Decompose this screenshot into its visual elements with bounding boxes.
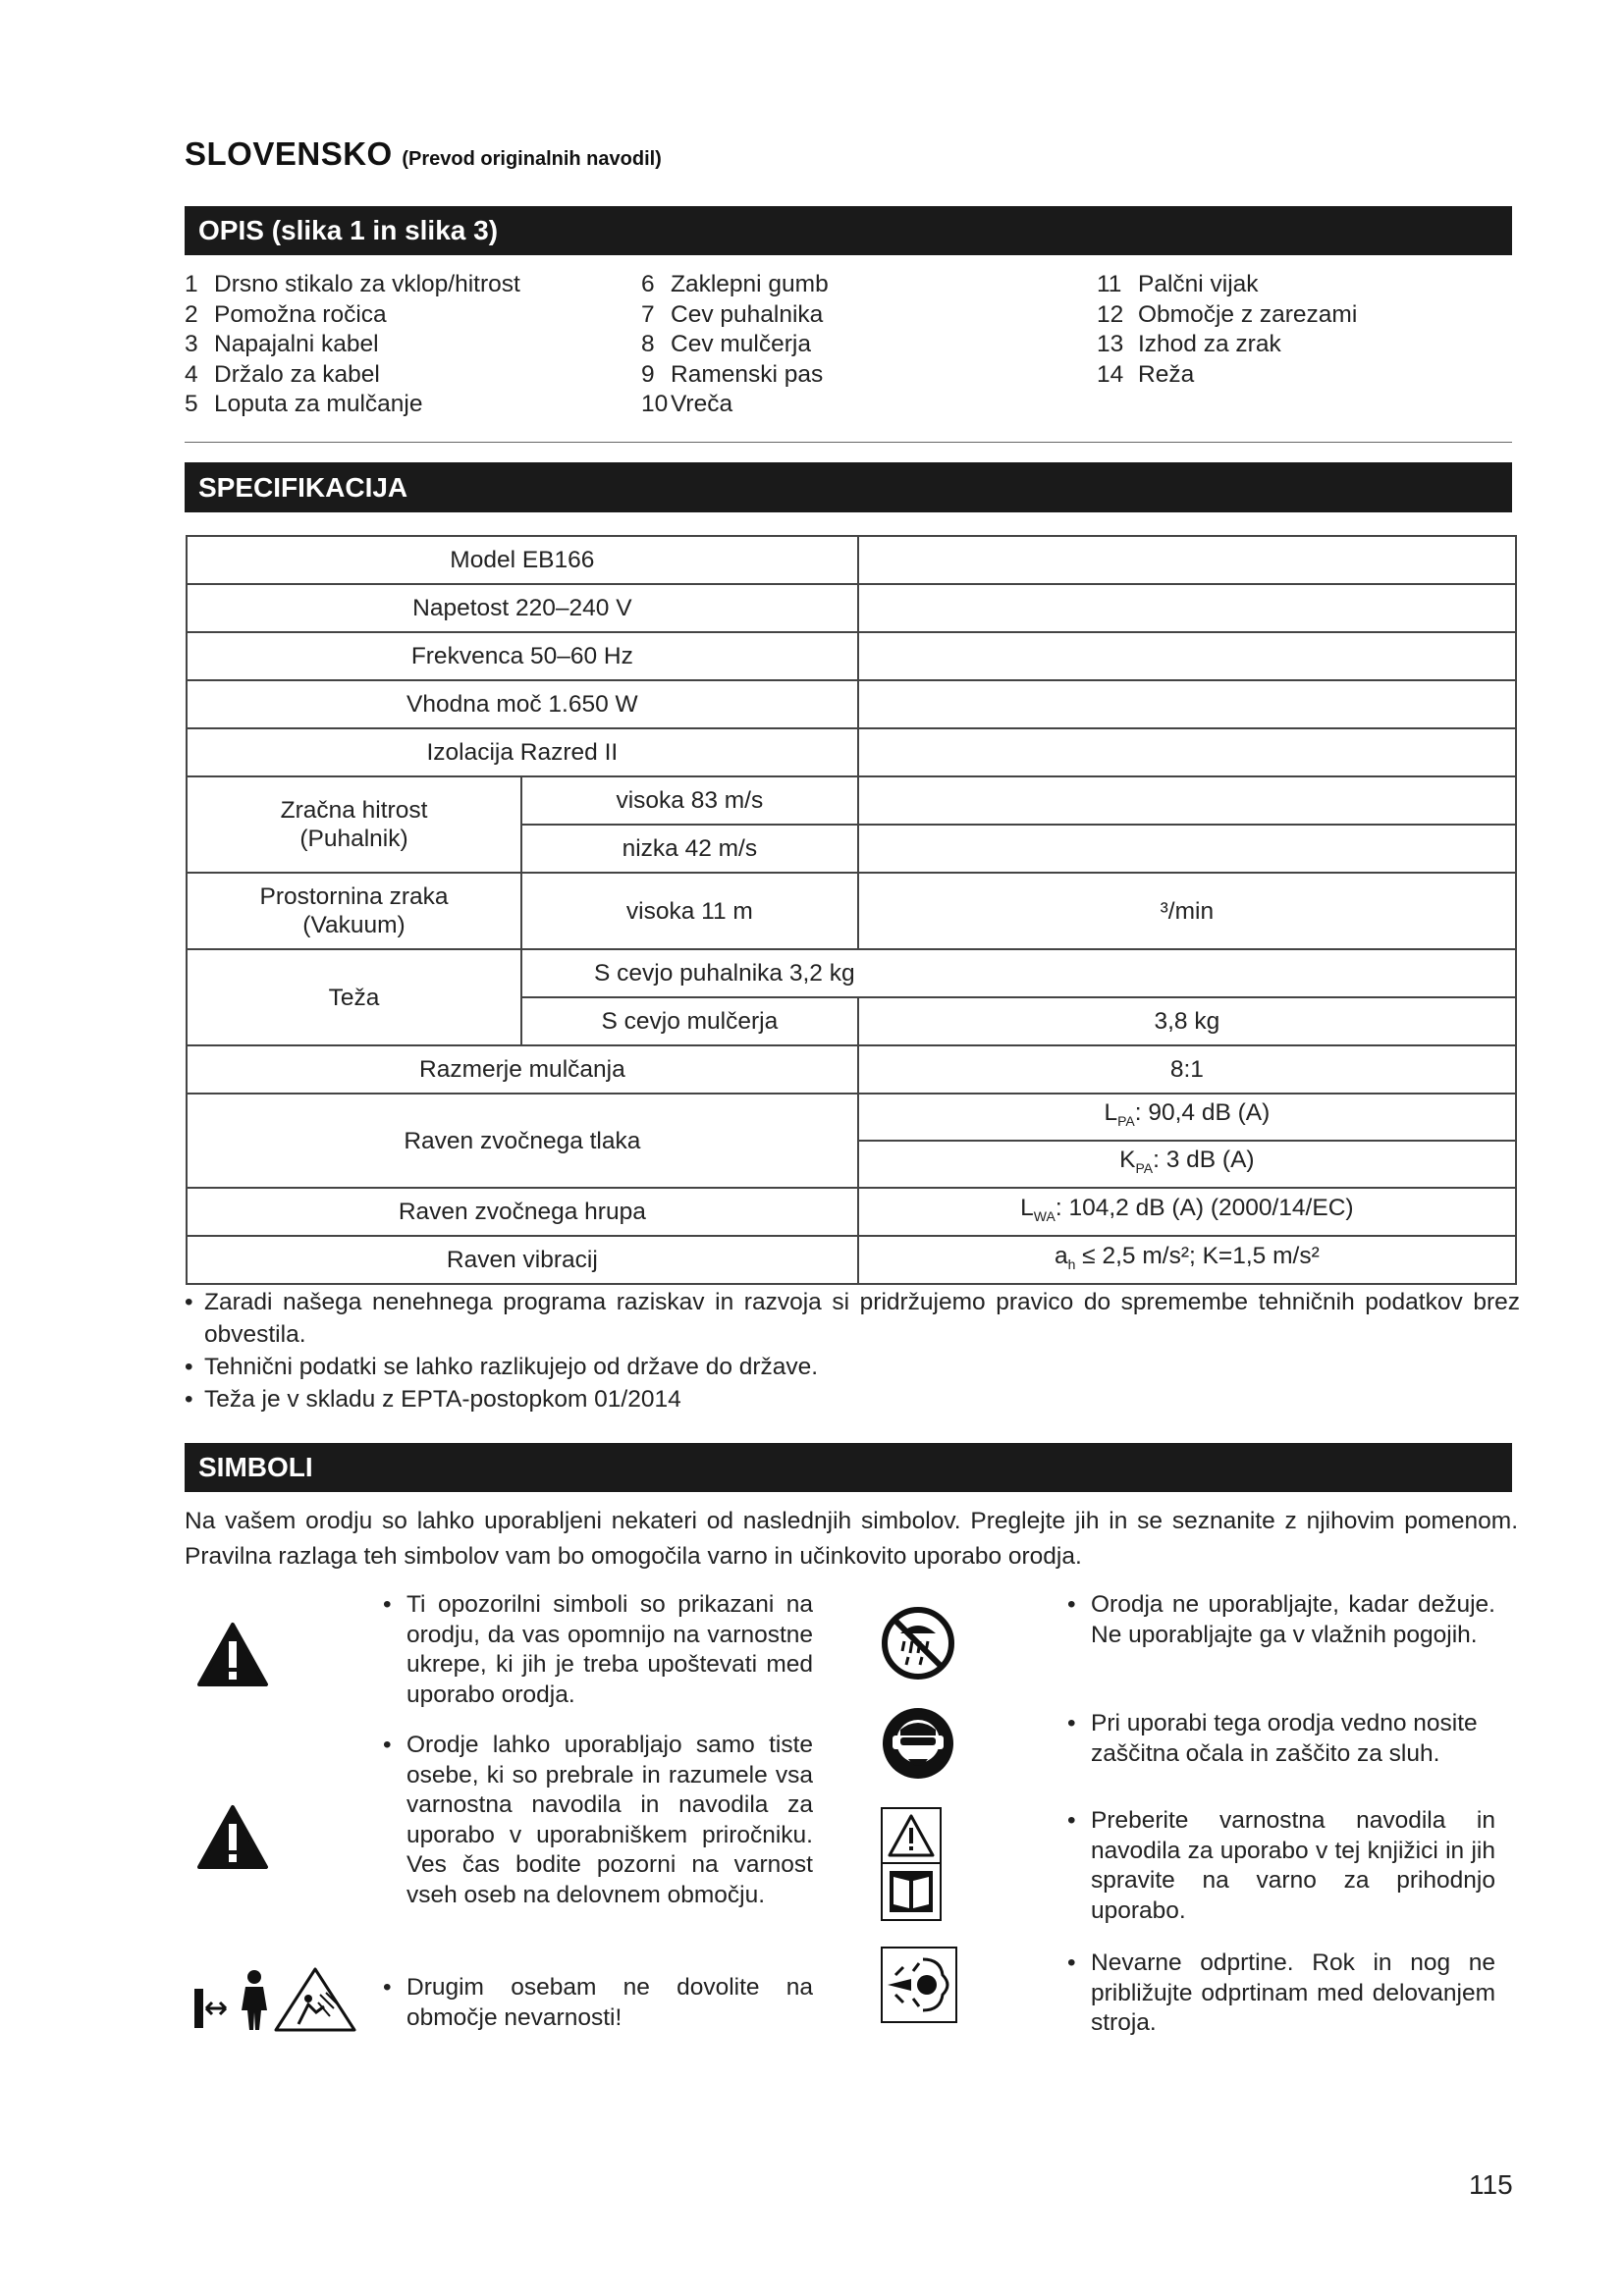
empty-cell: [858, 680, 1516, 728]
empty-cell: [858, 825, 1516, 873]
list-item: 4 Držalo za kabel: [185, 360, 380, 388]
frequency-cell: Frekvenca 50–60 Hz: [187, 632, 858, 680]
vibration-label: Raven vibracij: [187, 1236, 858, 1284]
table-row: [187, 1188, 1516, 1236]
sound-power-label: Raven zvočnega hrupa: [187, 1188, 858, 1236]
table-row: [187, 776, 1516, 825]
specification-table: [186, 535, 1517, 1285]
table-row: [187, 728, 1516, 776]
read-manual-warning-icon: [196, 1804, 269, 1871]
list-item: 1 Drsno stikalo za vklop/hitrost: [185, 271, 520, 297]
list-item: 9 Ramenski pas: [641, 360, 824, 388]
sound-pressure-label: Raven zvočnega tlaka: [187, 1094, 858, 1188]
specification-heading: SPECIFIKACIJA: [185, 462, 1512, 512]
weight-label: Teža: [187, 949, 521, 1045]
symbol-text-instructions: • Preberite varnostna navodila in navodila za uporabo v tej knjižici in jih spravite na varno za prihodnjo uporabo.: [1067, 1807, 1495, 1924]
mulching-ratio-value: 8:1: [858, 1045, 1516, 1094]
list-item: 12 Območje z zarezami: [1097, 300, 1358, 328]
no-rain-icon: [879, 1604, 957, 1682]
empty-cell: [858, 776, 1516, 825]
section-divider: [185, 442, 1512, 443]
empty-cell: [858, 728, 1516, 776]
symbol-text-warning: • Ti opozorilni simboli so prikazani na orodju, da vas opomnijo na varnostne ukrepe, ki jih je treba upoštevati med uporabo orodja.: [383, 1591, 813, 1708]
symbols-heading: SIMBOLI: [185, 1443, 1512, 1492]
table-row: [187, 1094, 1516, 1141]
description-heading: OPIS (slika 1 in slika 3): [185, 206, 1512, 255]
list-item: 2 Pomožna ročica: [185, 300, 387, 328]
page-title: [185, 135, 662, 173]
list-item: 3 Napajalni kabel: [185, 331, 379, 357]
read-instructions-icon: [880, 1806, 943, 1922]
table-row: [187, 584, 1516, 632]
air-volume-label: Prostornina zraka (Vakuum): [187, 873, 521, 949]
insulation-cell: Izolacija Razred II: [187, 728, 858, 776]
lwa-cell: $L_{WA}$: 104,2 dB (A) (2000/14/EC): [858, 1188, 1516, 1236]
model-cell: Model EB166: [187, 536, 858, 584]
list-item: 7 Cev puhalnika: [641, 300, 824, 328]
empty-cell: [858, 536, 1516, 584]
language-title: SLOVENSKO: [185, 135, 393, 172]
list-item: 11 Palčni vijak: [1097, 271, 1259, 297]
symbol-text-openings: • Nevarne odprtine. Rok in nog ne približujte odprtinam med delovanjem stroja.: [1067, 1949, 1495, 2036]
air-velocity-high: visoka 83 m/s: [521, 776, 858, 825]
page-number: 115: [1469, 2169, 1513, 2200]
description-column-1: [185, 270, 520, 420]
weight-blower: S cevjo puhalnika 3,2 kg: [521, 949, 1516, 997]
table-row: [187, 873, 1516, 949]
keep-bystanders-away-icon: [192, 1965, 359, 2034]
table-row: [187, 949, 1516, 997]
air-velocity-label: Zračna hitrost (Puhalnik): [187, 776, 521, 873]
list-item: 13 Izhod za zrak: [1097, 331, 1281, 357]
weight-mulcher-label: S cevjo mulčerja: [521, 997, 858, 1045]
air-velocity-low: nizka 42 m/s: [521, 825, 858, 873]
lpa-cell: $L_{PA}$: 90,4 dB (A): [858, 1094, 1516, 1141]
air-volume-high: visoka 11 m: [521, 873, 858, 949]
specification-notes: [185, 1286, 1520, 1415]
list-item: 8 Cev mulčerja: [641, 331, 811, 357]
dangerous-openings-icon: [880, 1946, 958, 2024]
table-row: [187, 1045, 1516, 1094]
list-item: 5 Loputa za mulčanje: [185, 391, 423, 417]
translation-subtitle: (Prevod originalnih navodil): [402, 148, 662, 170]
description-column-3: [1097, 270, 1357, 390]
symbol-text-protection: • Pri uporabi tega orodja vedno nosite zaščitna očala in zaščito za sluh.: [1067, 1710, 1478, 1767]
mulching-ratio-label: Razmerje mulčanja: [187, 1045, 858, 1094]
air-volume-unit: ³/min: [858, 873, 1516, 949]
kpa-cell: $K_{PA}$: 3 dB (A): [858, 1141, 1516, 1188]
voltage-cell: Napetost 220–240 V: [187, 584, 858, 632]
symbol-text-bystanders: • Drugim osebam ne dovolite na območje nevarnosti!: [383, 1974, 813, 2031]
table-row: [187, 1236, 1516, 1284]
symbol-text-no-rain: • Orodja ne uporabljajte, kadar dežuje. Ne uporabljajte ga v vlažnih pogojih.: [1067, 1591, 1495, 1648]
vibration-cell: $a_h \le 2,5$ m/s²; K=1,5 m/s²: [858, 1236, 1516, 1284]
list-item: 14 Reža: [1097, 360, 1195, 388]
list-item: 6 Zaklepni gumb: [641, 271, 829, 297]
weight-mulcher-value: 3,8 kg: [858, 997, 1516, 1045]
eye-ear-protection-icon: [879, 1704, 957, 1783]
list-item: • Tehnični podatki se lahko razlikujejo od države do države.: [185, 1354, 819, 1380]
description-column-2: [641, 270, 829, 420]
table-row: [187, 632, 1516, 680]
empty-cell: [858, 584, 1516, 632]
input-power-cell: Vhodna moč 1.650 W: [187, 680, 858, 728]
symbol-text-read-manual: • Orodje lahko uporabljajo samo tiste osebe, ki so prebrale in razumele vsa varnostna navodila in navodila za uporabo v uporabniškem priročniku. Ves čas bodite pozorni na varnost vseh oseb na delovnem območju.: [383, 1732, 813, 1908]
table-row: [187, 680, 1516, 728]
list-item: • Teža je v skladu z EPTA-postopkom 01/2014: [185, 1386, 681, 1413]
list-item: 10 Vreča: [641, 391, 733, 417]
symbols-intro: Na vašem orodju so lahko uporabljeni nekateri od naslednjih simbolov. Preglejte jih in se seznanite z njihovim pomenom. Pravilna razlaga teh simbolov vam bo omogočila varno in učinkovito uporabo orodja.: [185, 1508, 1518, 1570]
list-item: • Zaradi našega nenehnega programa raziskav in razvoja si pridržujemo pravico do spremembe tehničnih podatkov brez obvestila.: [185, 1289, 1520, 1348]
table-row: [187, 536, 1516, 584]
empty-cell: [858, 632, 1516, 680]
warning-triangle-icon: [196, 1622, 269, 1688]
